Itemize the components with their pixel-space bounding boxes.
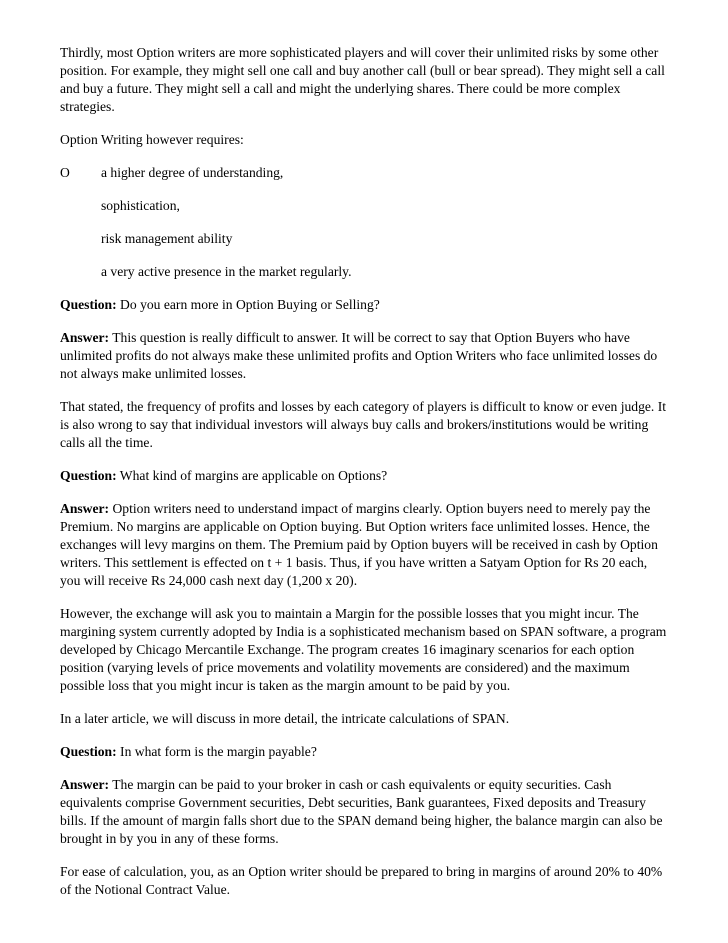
paragraph-requires-intro: Option Writing however requires:	[60, 132, 244, 147]
document-body	[60, 44, 670, 914]
answer-label: Answer:	[60, 777, 110, 792]
question-margins-applicable	[60, 467, 670, 485]
paragraph-span-margin: However, the exchange will ask you to maintain a Margin for the possible losses that you might incur. The margining system currently adopted by India is a sophisticated mechanism based on SPAN software, a program developed by Chicago Mercantile Exchange. The program creates 16 imaginary scenarios for each option position (varying levels of price movements and volatility movements are considered) and the maximum possible loss that you might incur is taken as the margin amount to be paid by you.	[60, 606, 667, 693]
answer-margins-applicable	[60, 500, 670, 590]
question-buying-selling	[60, 296, 670, 314]
paragraph-later-article: In a later article, we will discuss in more detail, the intricate calculations of SPAN.	[60, 711, 510, 726]
list-item-text: risk management ability	[101, 231, 233, 246]
answer-text: This question is really difficult to answer. It will be correct to say that Option Buyers who have unlimited profits do not always make these unlimited profits and Option Writers who face unlimited losses do not always make unlimited losses.	[60, 330, 658, 381]
list-item	[60, 230, 670, 248]
question-label: Question:	[60, 297, 117, 312]
paragraph-option-writers: Thirdly, most Option writers are more sophisticated players and will cover their unlimited risks by some other position. For example, they might sell one call and buy another call (bull or bear spread). They might sell a call and buy a future. They might sell a call and might the underlying shares. There could be more complex strategies.	[60, 45, 665, 114]
answer-text: The margin can be paid to your broker in cash or cash equivalents or equity securities. Cash equivalents comprise Government securities, Debt securities, Bank guarantees, Fixed deposits and Treasury bills. If the amount of margin falls short due to the SPAN demand being higher, the balance margin can also be brought in by you in any of these forms.	[60, 777, 663, 846]
requirements-list	[60, 164, 670, 281]
answer-label: Answer:	[60, 501, 110, 516]
answer-buying-selling	[60, 329, 670, 383]
answer-text: Option writers need to understand impact of margins clearly. Option buyers need to merely pay the Premium. No margins are applicable on Option buying. But Option writers face unlimited losses. Hence, the exchanges will levy margins on them. The Premium paid by Option buyers will be received in cash by Option writers. This settlement is effected on t + 1 basis. Thus, if you have written a Satyam Option for Rs 20 each, you will receive Rs 24,000 cash next day (1,200 x 20).	[60, 501, 658, 588]
list-item-text: a higher degree of understanding,	[101, 165, 284, 180]
question-label: Question:	[60, 744, 117, 759]
list-item-text: sophistication,	[101, 198, 180, 213]
answer-margin-form	[60, 776, 670, 848]
list-item	[60, 197, 670, 215]
answer-label: Answer:	[60, 330, 110, 345]
question-label: Question:	[60, 468, 117, 483]
list-item-text: a very active presence in the market regularly.	[101, 264, 352, 279]
paragraph-profit-frequency: That stated, the frequency of profits and losses by each category of players is difficult to know or even judge. It is also wrong to say that individual investors will always buy calls and brokers/institutions would be writing calls all the time.	[60, 399, 666, 450]
question-text: In what form is the margin payable?	[116, 744, 317, 759]
list-item	[60, 164, 670, 182]
question-margin-form	[60, 743, 670, 761]
question-text: Do you earn more in Option Buying or Selling?	[116, 297, 380, 312]
bullet-marker: O	[60, 165, 70, 180]
question-text: What kind of margins are applicable on Options?	[116, 468, 388, 483]
list-item	[60, 263, 670, 281]
paragraph-ease-of-calculation: For ease of calculation, you, as an Option writer should be prepared to bring in margins of around 20% to 40% of the Notional Contract Value.	[60, 864, 663, 897]
